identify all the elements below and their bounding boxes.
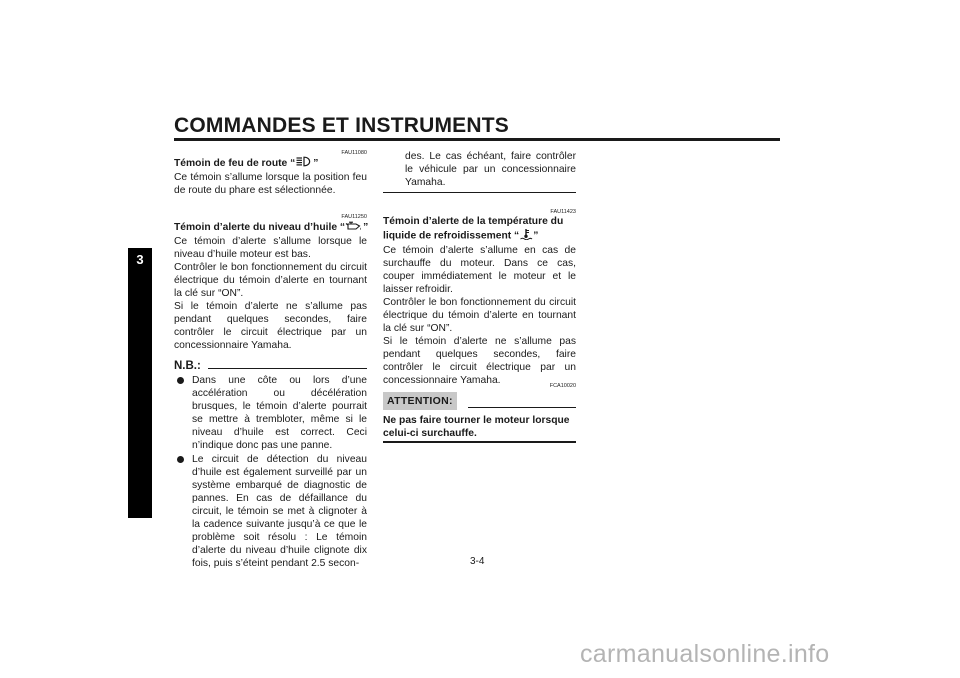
chapter-tab [128, 248, 152, 518]
page-title: COMMANDES ET INSTRUMENTS [174, 114, 509, 137]
bullet-text: Le circuit de détection du niveau d’huile est également surveillé par un système embarqué de diagnostic de pannes. En cas de défaillance du circuit, le témoin se met à clignoter à la cadence suivante jusqu’à ce que le problème soit résolu : Le témoin d’alerte du niveau d’huile clignote dix fois, puis s’éteint pendant 2.5 secon- [192, 454, 367, 569]
paragraph: Ce témoin s’allume lorsque la position feu de route du phare est sélectionnée. [174, 172, 367, 196]
paragraph: Ce témoin d’alerte s’allume lorsque le niveau d’huile moteur est bas. [174, 236, 367, 260]
left-column [174, 150, 367, 570]
section-code: FAU11250 [341, 214, 367, 220]
paragraph: Si le témoin d’alerte ne s’allume pas pendant quelques secondes, faire contrôler le circuit électrique par un concessionnaire Yamaha. [174, 301, 367, 351]
bullet-icon [176, 374, 187, 387]
section-code: FAU11080 [341, 150, 367, 156]
caution-rule [468, 407, 576, 408]
section-code: FAU11423 [550, 209, 576, 215]
oil-can-icon [345, 220, 363, 235]
caution-header [383, 392, 576, 410]
section-heading-high-beam: Témoin de feu de route “ ” [174, 156, 367, 171]
header-rule [174, 138, 780, 141]
note-bullet [174, 374, 367, 452]
bullet-icon [176, 453, 187, 466]
section-heading-oil-level: Témoin d’alerte du niveau d’huile “ ” [174, 220, 367, 235]
page-number: 3-4 [470, 556, 485, 567]
paragraph: Contrôler le bon fonctionnement du circuit électrique du témoin d’alerte en tournant la clé sur “ON”. [383, 297, 576, 334]
bullet-text: Dans une côte ou lors d’une accélération ou décélération brusques, le témoin d’alerte pourrait se mettre à trembloter, même si le niveau d’huile est correct. Ceci n’indique donc pas une panne. [192, 375, 367, 451]
caution-end-rule [383, 441, 576, 443]
note-header [174, 359, 367, 373]
caution-text: Ne pas faire tourner le moteur lorsque celui-ci surchauffe. [383, 415, 570, 439]
note-label: N.B.: [174, 360, 201, 372]
caution-code: FCA10020 [549, 383, 576, 389]
coolant-temperature-icon [519, 228, 533, 244]
right-column [383, 150, 576, 443]
chapter-tab-number: 3 [136, 252, 144, 267]
high-beam-icon [295, 156, 313, 171]
caution-label: ATTENTION: [383, 392, 457, 410]
note-bullet [174, 453, 367, 570]
note-continuation: des. Le cas échéant, faire contrôler le véhicule par un concessionnaire Yamaha. [405, 151, 576, 188]
note-rule [208, 368, 367, 369]
note-end-rule [383, 192, 576, 193]
paragraph: Contrôler le bon fonctionnement du circuit électrique du témoin d’alerte en tournant la clé sur “ON”. [174, 262, 367, 299]
paragraph: Ce témoin d’alerte s’allume en cas de surchauffe du moteur. Dans ce cas, couper immédiatement le moteur et le laisser refroidir. [383, 245, 576, 295]
section-heading-coolant: Témoin d’alerte de la température du liquide de refroidissement “ ” [383, 215, 576, 244]
paragraph: Si le témoin d’alerte ne s’allume pas pendant quelques secondes, faire contrôler le circuit électrique par un concessionnaire Yamaha. [383, 336, 576, 386]
watermark: carmanualsonline.info [580, 640, 830, 668]
